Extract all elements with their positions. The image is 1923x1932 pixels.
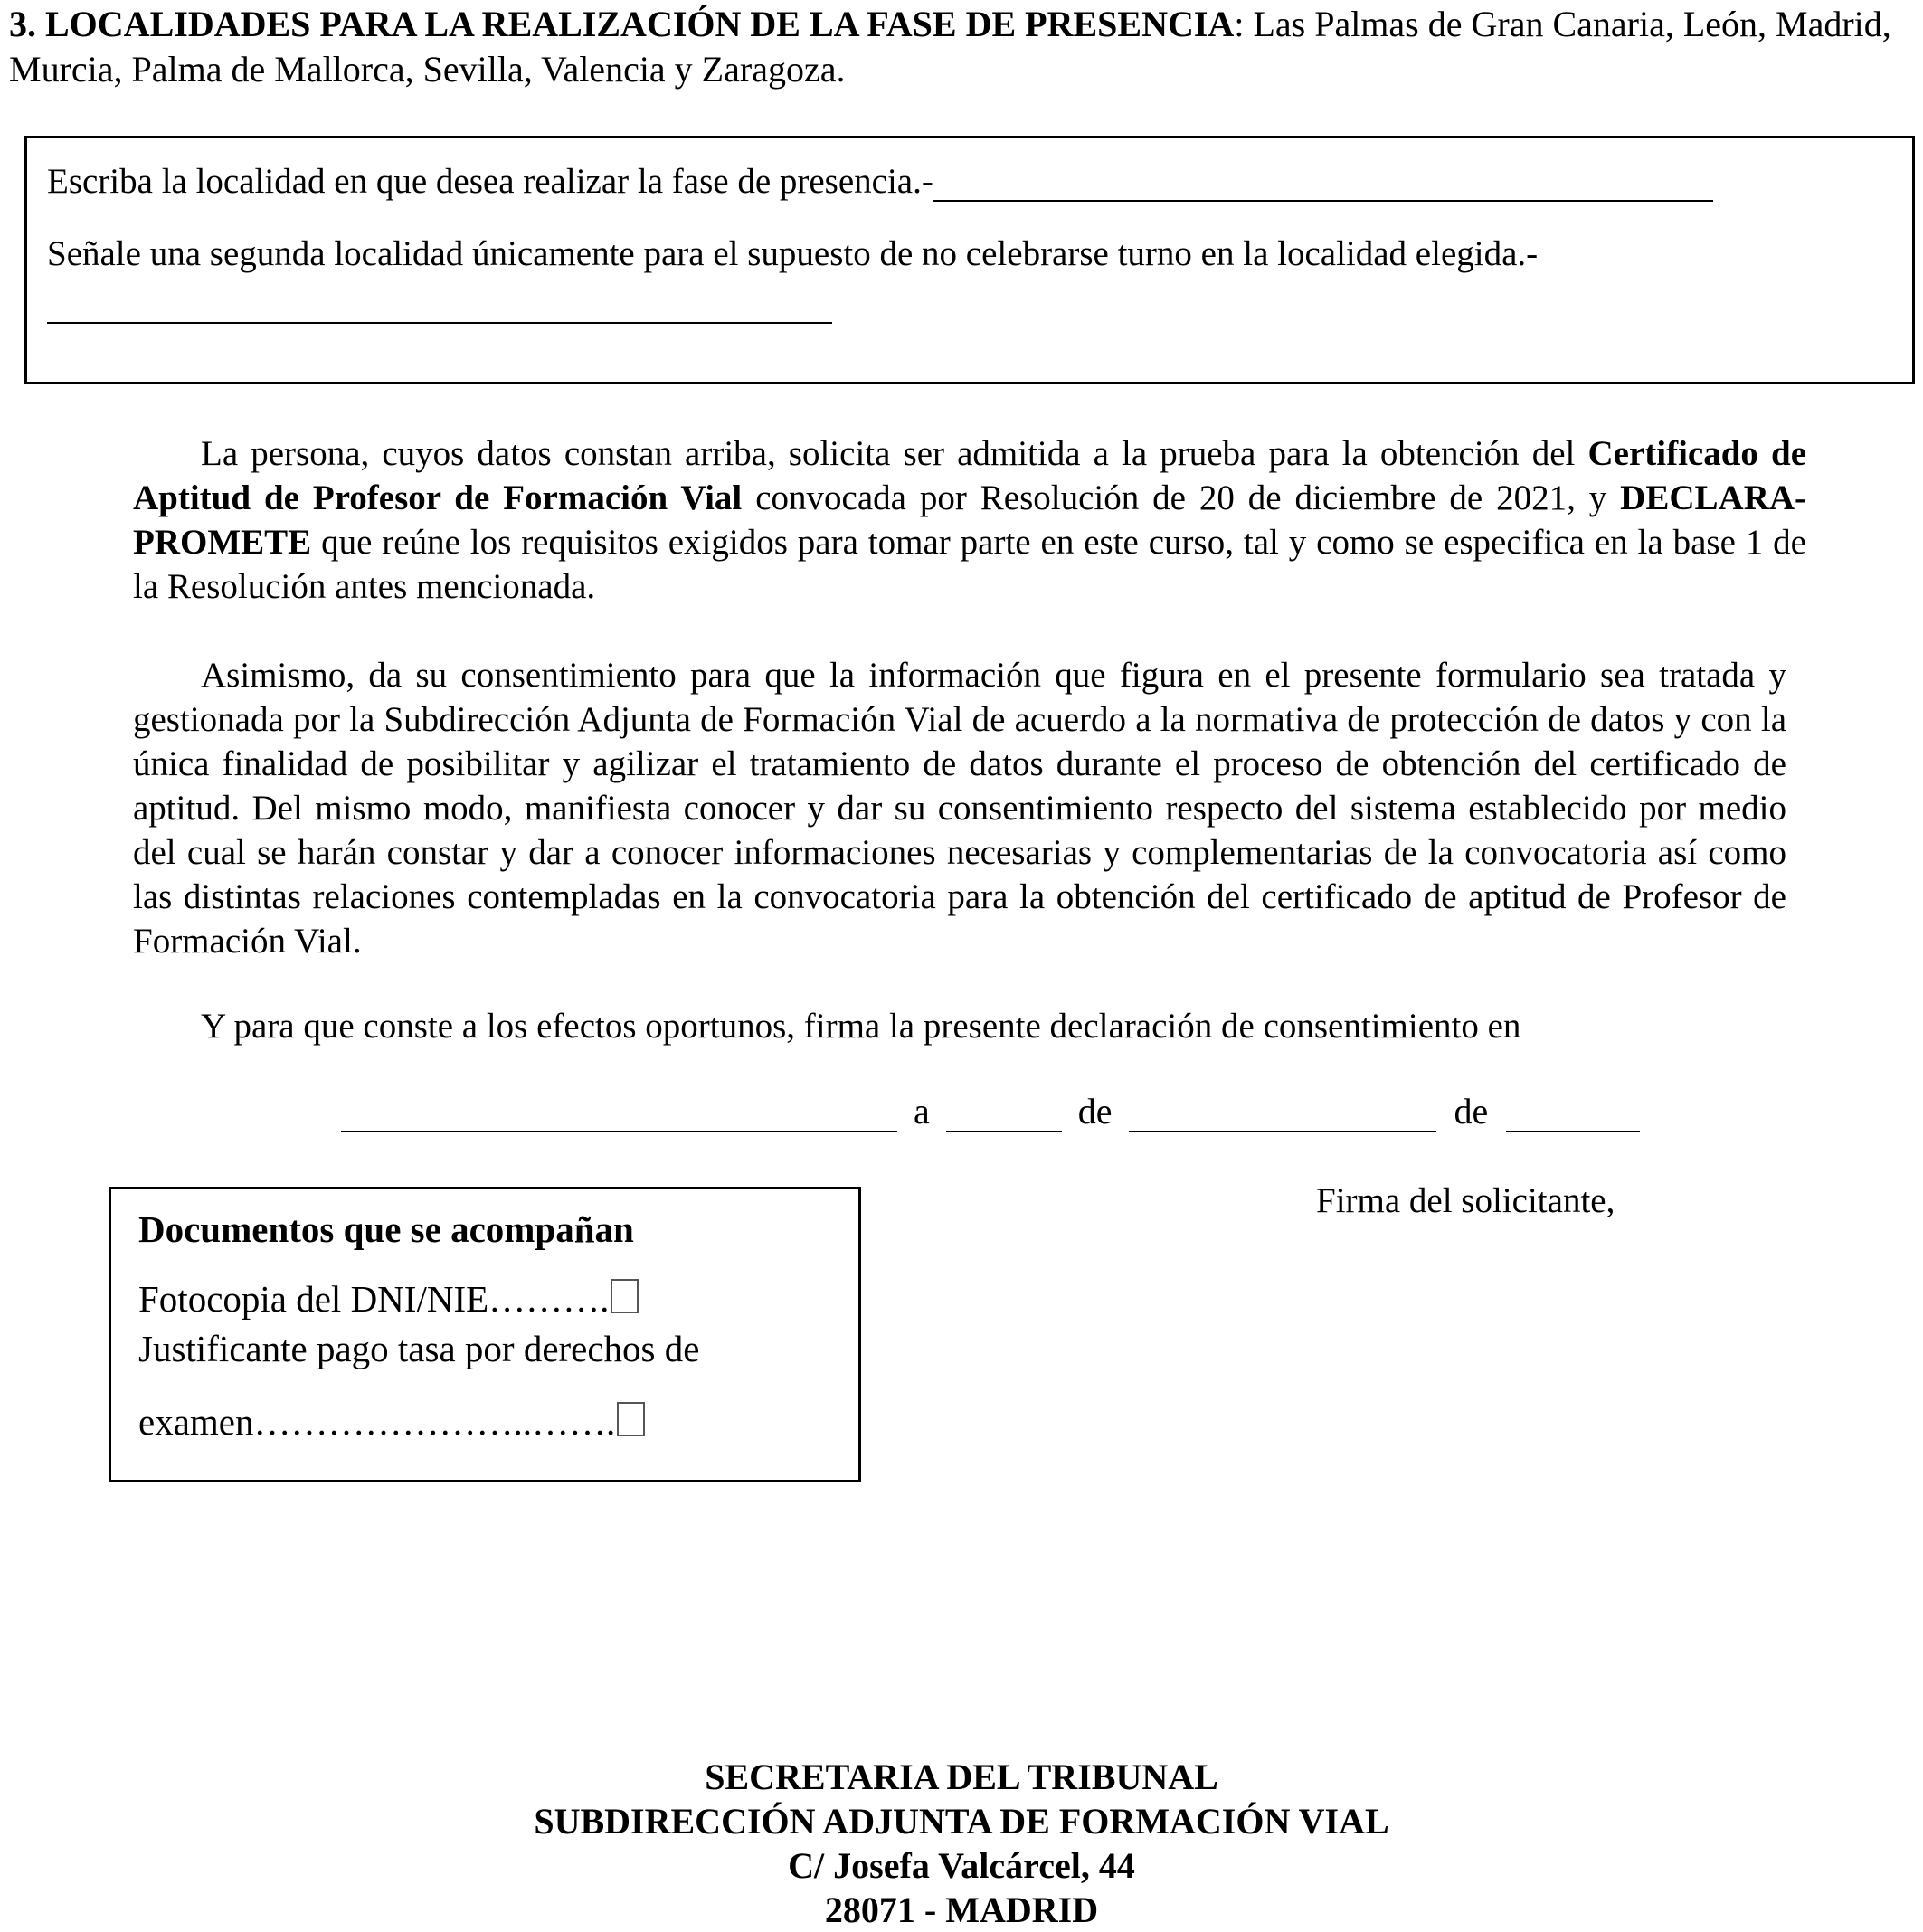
footer-line-3: C/ Josefa Valcárcel, 44 <box>788 1845 1135 1886</box>
second-locality-input[interactable] <box>47 288 832 324</box>
declaration-p1-start: La persona, cuyos datos constan arriba, solicita ser admitida a la prueba para la obtención del <box>201 434 1588 473</box>
month-input[interactable] <box>1129 1094 1436 1132</box>
payment-label-line-1: Justificante pago tasa por derechos de <box>138 1328 700 1369</box>
signing-text: Y para que conste a los efectos oportunos, firma la presente declaración de consentimiento en <box>201 1007 1521 1046</box>
footer-line-2: SUBDIRECCIÓN ADJUNTA DE FORMACIÓN VIAL <box>534 1801 1389 1842</box>
footer-address <box>0 1755 1923 1932</box>
declaration-paragraph-1 <box>133 431 1806 609</box>
second-locality-label: Señale una segunda localidad únicamente para el supuesto de no celebrarse turno en la localidad elegida.- <box>47 234 1539 273</box>
day-input[interactable] <box>946 1094 1062 1132</box>
dni-checkbox[interactable] <box>611 1279 639 1313</box>
year-input[interactable] <box>1506 1094 1640 1132</box>
declaration-p1-end: que reúne los requisitos exigidos para tomar parte en este curso, tal y como se especifica en la base 1 de la Resolución antes mencionada. <box>133 523 1806 606</box>
footer-line-4: 28071 - MADRID <box>824 1889 1099 1930</box>
document-item-dni <box>138 1277 639 1321</box>
date-de-1: de <box>1077 1091 1113 1132</box>
declaration-p1-mid: convocada por Resolución de 20 de diciembre de 2021, y <box>742 478 1621 517</box>
documents-title: Documentos que se acompañan <box>138 1208 634 1250</box>
dni-label: Fotocopia del DNI/NIE………. <box>138 1278 610 1320</box>
date-a: a <box>914 1091 930 1132</box>
payment-checkbox[interactable] <box>617 1402 645 1436</box>
place-input[interactable] <box>341 1094 897 1132</box>
signing-paragraph <box>133 1004 1806 1048</box>
section-3-localities: : Las Palmas de Gran Canaria, León, Madrid, Murcia, Palma de Mallorca, Sevilla, Valencia y Zaragoza. <box>9 4 1891 90</box>
payment-label-line-2: examen…………………..……. <box>138 1401 616 1443</box>
date-de-2: de <box>1454 1091 1489 1132</box>
declara-promete: DECLARA-PROMETE <box>133 478 1807 562</box>
locality-box <box>24 136 1915 384</box>
document-item-payment <box>138 1400 645 1444</box>
first-locality-row <box>47 161 1713 202</box>
section-3-heading <box>9 2 1909 92</box>
second-locality-row <box>47 283 832 324</box>
certificate-name: Certificado de Aptitud de Profesor de Formación Vial <box>133 434 1806 517</box>
footer-line-1: SECRETARIA DEL TRIBUNAL <box>705 1757 1218 1797</box>
first-locality-input[interactable] <box>933 166 1713 202</box>
consent-text: Asimismo, da su consentimiento para que la información que figura en el presente formulario sea tratada y gestionada por la Subdirección Adjunta de Formación Vial de acuerdo a la normativa de protección de datos y con la única finalidad de posibilitar y agilizar el tratamiento de datos durante el proceso de obtención del certificado de aptitud. Del mismo modo, manifiesta conocer y dar su consentimiento respecto del sistema establecido por medio del cual se harán constar y dar a conocer informaciones necesarias y complementarias de la convocatoria así como las distintas relaciones contempladas en la convocatoria para la obtención del certificado de aptitud de Profesor de Formación Vial. <box>133 656 1786 961</box>
consent-paragraph <box>133 653 1786 963</box>
place-date-line <box>341 1090 1640 1132</box>
first-locality-label: Escriba la localidad en que desea realizar la fase de presencia.- <box>47 162 933 201</box>
documents-box <box>109 1187 861 1482</box>
section-3-title: 3. LOCALIDADES PARA LA REALIZACIÓN DE LA FASE DE PRESENCIA <box>9 4 1235 44</box>
signature-label: Firma del solicitante, <box>1316 1181 1615 1220</box>
